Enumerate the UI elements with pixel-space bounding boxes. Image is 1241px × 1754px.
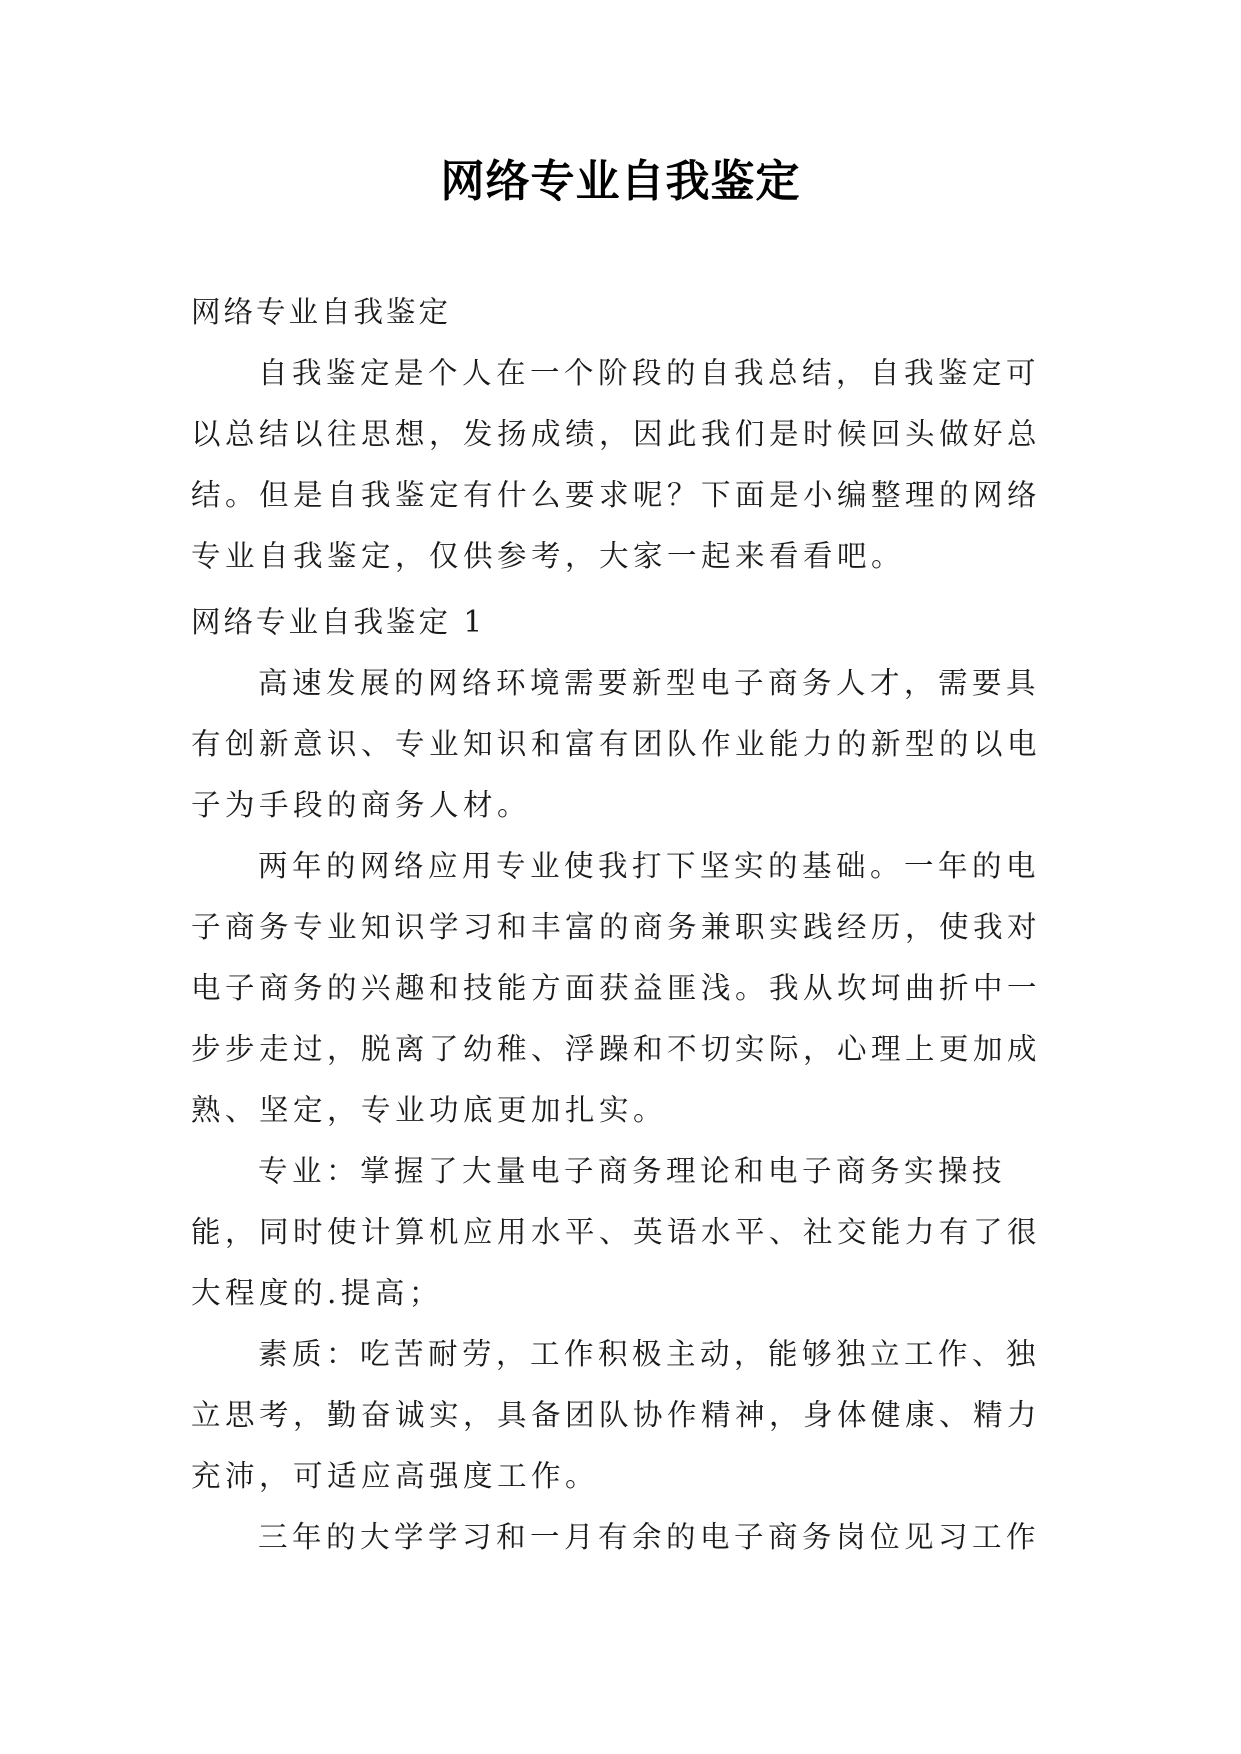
document-title: 网络专业自我鉴定 — [440, 156, 801, 207]
intro-paragraph: 自我鉴定是个人在一个阶段的自我总结，自我鉴定可以总结以往思想，发扬成绩，因此我们是时候回头做好总结。但是自我鉴定有什么要求呢？下面是小编整理的网络专业自我鉴定，仅供参考，大家一起来看看吧。 — [191, 356, 1042, 573]
section-1-paragraph-4: 素质：吃苦耐劳，工作积极主动，能够独立工作、独立思考，勤奋诚实，具备团队协作精神，身体健康、精力充沛，可适应高强度工作。 — [191, 1337, 1042, 1493]
section-1-paragraph-3: 专业：掌握了大量电子商务理论和电子商务实操技能，同时使计算机应用水平、英语水平、社交能力有了很大程度的.提高； — [191, 1154, 1042, 1310]
intro-heading: 网络专业自我鉴定 — [191, 295, 452, 329]
section-1-paragraph-5: 三年的大学学习和一月有余的电子商务岗位见习工作 — [258, 1520, 1041, 1554]
section-1-paragraph-1: 高速发展的网络环境需要新型电子商务人才，需要具有创新意识、专业知识和富有团队作业能力的新型的以电子为手段的商务人材。 — [191, 666, 1042, 822]
section-1-block — [191, 605, 1071, 1568]
section-1-paragraph-2: 两年的网络应用专业使我打下坚实的基础。一年的电子商务专业知识学习和丰富的商务兼职实践经历，使我对电子商务的兴趣和技能方面获益匪浅。我从坎坷曲折中一步步走过，脱离了幼稚、浮躁和不切实际，心理上更加成熟、坚定，专业功底更加扎实。 — [191, 849, 1042, 1127]
section-1-heading: 网络专业自我鉴定 1 — [191, 605, 486, 639]
intro-block — [191, 282, 1071, 587]
